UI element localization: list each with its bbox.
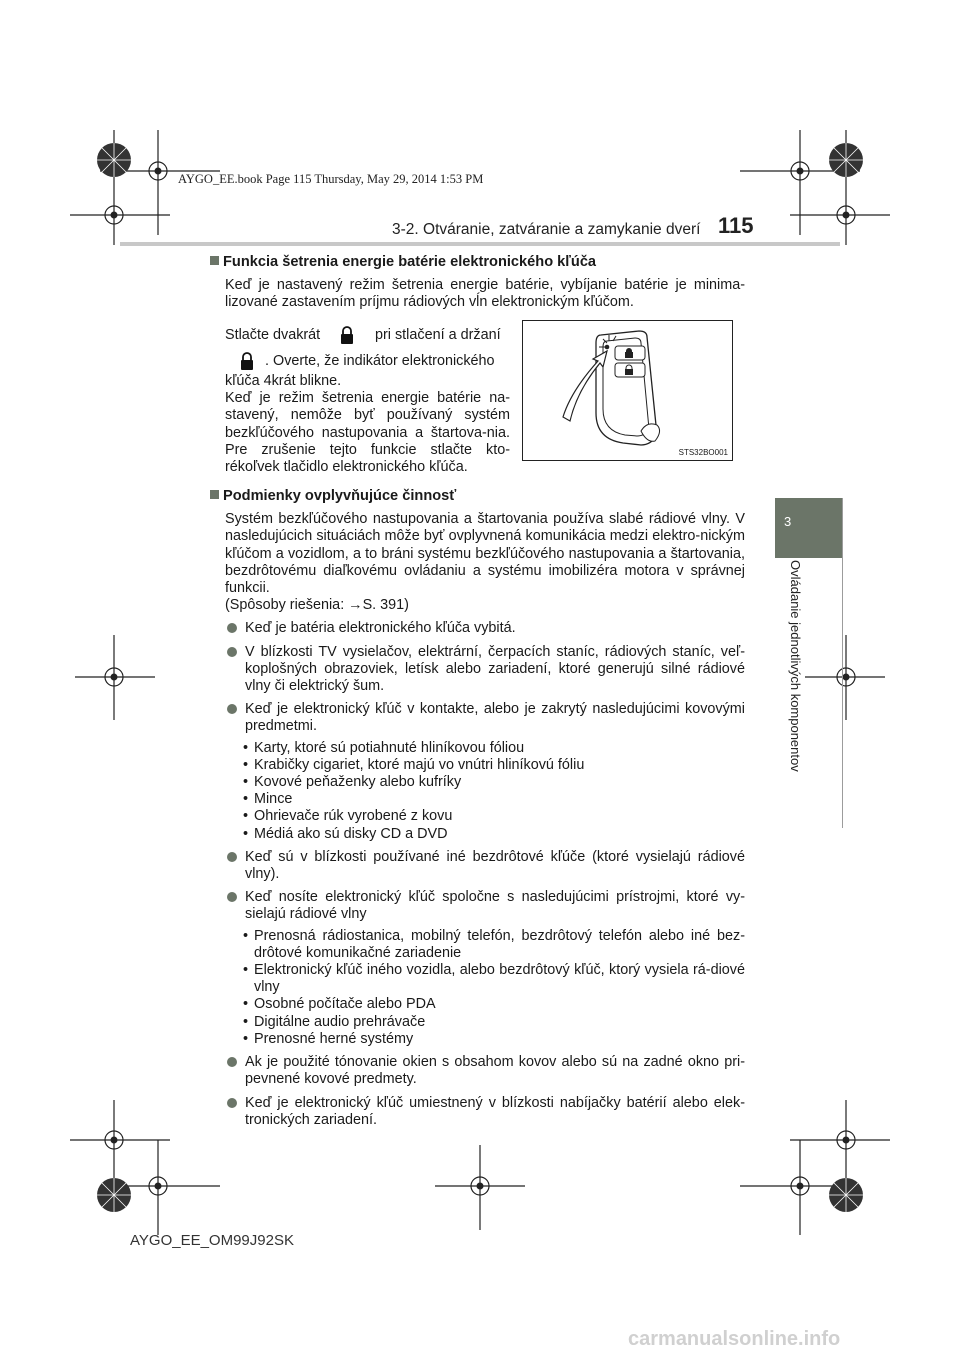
round-bullet-icon: [227, 647, 237, 657]
section2: [210, 488, 745, 1129]
condition-sublist: [225, 740, 745, 843]
condition-item: [225, 1054, 745, 1088]
sub-item: [225, 757, 745, 774]
round-bullet-icon: [227, 623, 237, 633]
lock-icon: [239, 351, 255, 371]
header-rule: [120, 242, 840, 246]
sub-item-text: Elektronický kľúč iného vozidla, alebo bezdrôtový kľúč, ktorý vysiela rá-diové vlny: [254, 962, 745, 996]
page-number: 115: [718, 213, 754, 238]
condition-sublist: [225, 928, 745, 1048]
sub-item: [225, 996, 745, 1013]
press-line-2: [225, 353, 510, 373]
key-fob-illustration: [523, 321, 732, 460]
round-bullet-icon: [227, 852, 237, 862]
side-divider: [842, 498, 843, 828]
lock-icon: [339, 325, 355, 345]
dot-marker-icon: •: [243, 756, 249, 773]
round-bullet-icon: [227, 892, 237, 902]
sub-item-text: Médiá ako sú disky CD a DVD: [254, 825, 448, 842]
square-bullet-icon: [210, 490, 219, 499]
press-text-1: Stlačte dvakrát: [225, 327, 321, 343]
header-section-title: 3-2. Otváranie, zatváranie a zamykanie dverí: [392, 221, 701, 238]
dot-marker-icon: •: [243, 962, 249, 979]
watermark: carmanualsonline.info: [628, 1328, 841, 1350]
condition-item: [225, 849, 745, 883]
section1: [210, 254, 745, 312]
sub-item-text: Krabičky cigariet, ktoré majú vo vnútri hliníkovú fóliu: [254, 756, 585, 773]
condition-item: [225, 889, 745, 923]
sub-item-text: Ohrievače rúk vyrobené z kovu: [254, 808, 453, 825]
condition-item: [225, 620, 745, 637]
figure-label: STS32BO001: [678, 448, 728, 457]
press-text-3: . Overte, že indikátor elektronického: [265, 353, 495, 369]
condition-text: Keď je batéria elektronického kľúča vybitá.: [245, 620, 516, 637]
sub-item: [225, 791, 745, 808]
dot-marker-icon: •: [243, 774, 249, 791]
round-bullet-icon: [227, 1098, 237, 1108]
section2-title-row: [210, 488, 745, 505]
square-bullet-icon: [210, 256, 219, 265]
sub-item-text: Digitálne audio prehrávače: [254, 1013, 426, 1030]
conditions-list: [210, 620, 745, 1128]
dot-marker-icon: •: [243, 996, 249, 1013]
sub-item: [225, 1031, 745, 1048]
condition-text: Keď je elektronický kľúč umiestnený v blízkosti nabíjačky batérií alebo elek-tronických zariadení.: [245, 1094, 745, 1128]
sub-item-text: Mince: [254, 791, 293, 808]
dot-marker-icon: •: [243, 739, 249, 756]
condition-text: Keď sú v blízkosti používané iné bezdrôtové kľúče (ktoré vysielajú rádiové vlny).: [245, 848, 745, 883]
dot-marker-icon: •: [243, 927, 249, 944]
condition-text: Ak je použité tónovanie okien s obsahom kovov alebo sú na zadné okno pri-pevnené kovové predmety.: [245, 1054, 745, 1088]
condition-text: Keď je elektronický kľúč v kontakte, alebo je zakrytý nasledujúcimi kovovými predmetmi.: [245, 701, 745, 735]
section2-intro: Systém bezkľúčového nastupovania a štartovania používa slabé rádiové vlny. V nasledujúcich situáciách môže byť ovplyvnená komunikácia medzi elektro-nickým kľúčom a vozidlom, a to bráni systému bezkľúčového nastupovania a štartovania, bezdrôtovému diaľkovému ovládaniu a systému imobilizéra motora v správnej funkcii.: [225, 511, 745, 597]
section2-remedy: (Spôsoby riešenia: →S. 391): [225, 597, 409, 614]
section1-intro: Keď je nastavený režim šetrenia energie batérie, vybíjanie batérie je minima-lizované zastavením príjmu rádiových vĺn elektronickým kľúčom.: [225, 277, 745, 311]
condition-item: [225, 644, 745, 696]
section1-title-row: [210, 254, 745, 271]
dot-marker-icon: •: [243, 791, 249, 808]
round-bullet-icon: [227, 704, 237, 714]
sub-item-text: Prenosné herné systémy: [254, 1030, 414, 1047]
chapter-label: Ovládanie jednotlivých komponentov: [788, 560, 803, 772]
press-text-2: pri stlačení a držaní: [375, 327, 501, 343]
sub-item: [225, 808, 745, 825]
dot-marker-icon: •: [243, 1030, 249, 1047]
key-fob-figure: [522, 320, 733, 461]
condition-item: [225, 701, 745, 735]
condition-text: V blízkosti TV vysielačov, elektrární, čerpacích staníc, rádiových staníc, veľ-koplošných obrazoviek, letísk alebo zariadení, ktoré generujú silné rádiové vlny či elektrický šum.: [245, 643, 745, 695]
condition-item: [225, 1095, 745, 1129]
dot-marker-icon: •: [243, 825, 249, 842]
chapter-label-wrap: [775, 560, 815, 820]
sub-item-text: Prenosná rádiostanica, mobilný telefón, bezdrôtový telefón alebo iné bez-drôtové komunikačné zariadenie: [254, 927, 745, 961]
sub-item: [225, 928, 745, 962]
chapter-tab-number: 3: [784, 514, 792, 529]
sub-item-text: Kovové peňaženky alebo kufríky: [254, 774, 462, 791]
press-line-1: [225, 327, 510, 351]
book-info: AYGO_EE.book Page 115 Thursday, May 29, 2014 1:53 PM: [178, 172, 484, 186]
section2-title: Podmienky ovplyvňujúce činnosť: [223, 488, 457, 504]
dot-marker-icon: •: [243, 1013, 249, 1030]
press-text-4: kľúča 4krát blikne.: [225, 373, 342, 389]
section1-title: Funkcia šetrenia energie batérie elektronického kľúča: [223, 254, 597, 270]
sub-item: [225, 826, 745, 843]
sub-item-text: Karty, ktoré sú potiahnuté hliníkovou fóliou: [254, 739, 525, 756]
dot-marker-icon: •: [243, 808, 249, 825]
sub-item: [225, 962, 745, 996]
sub-item-text: Osobné počítače alebo PDA: [254, 996, 436, 1013]
round-bullet-icon: [227, 1057, 237, 1067]
condition-text: Keď nosíte elektronický kľúč spoločne s nasledujúcimi prístrojmi, ktoré vy-sielajú rádiové vlny: [245, 889, 745, 923]
sub-item: [225, 1014, 745, 1031]
section1-press-block: [225, 327, 510, 476]
sub-item: [225, 740, 745, 757]
sub-item: [225, 774, 745, 791]
press-text-5: Keď je režim šetrenia energie batérie na-stavený, nemôže byť používaný systém bezkľúčového nastupovania a štartova-nia. Pre zrušenie tejto funkcie stlačte kto-rékoľvek tlačidlo elektronického kľúča.: [225, 390, 510, 476]
document-code: AYGO_EE_OM99J92SK: [130, 1232, 294, 1249]
